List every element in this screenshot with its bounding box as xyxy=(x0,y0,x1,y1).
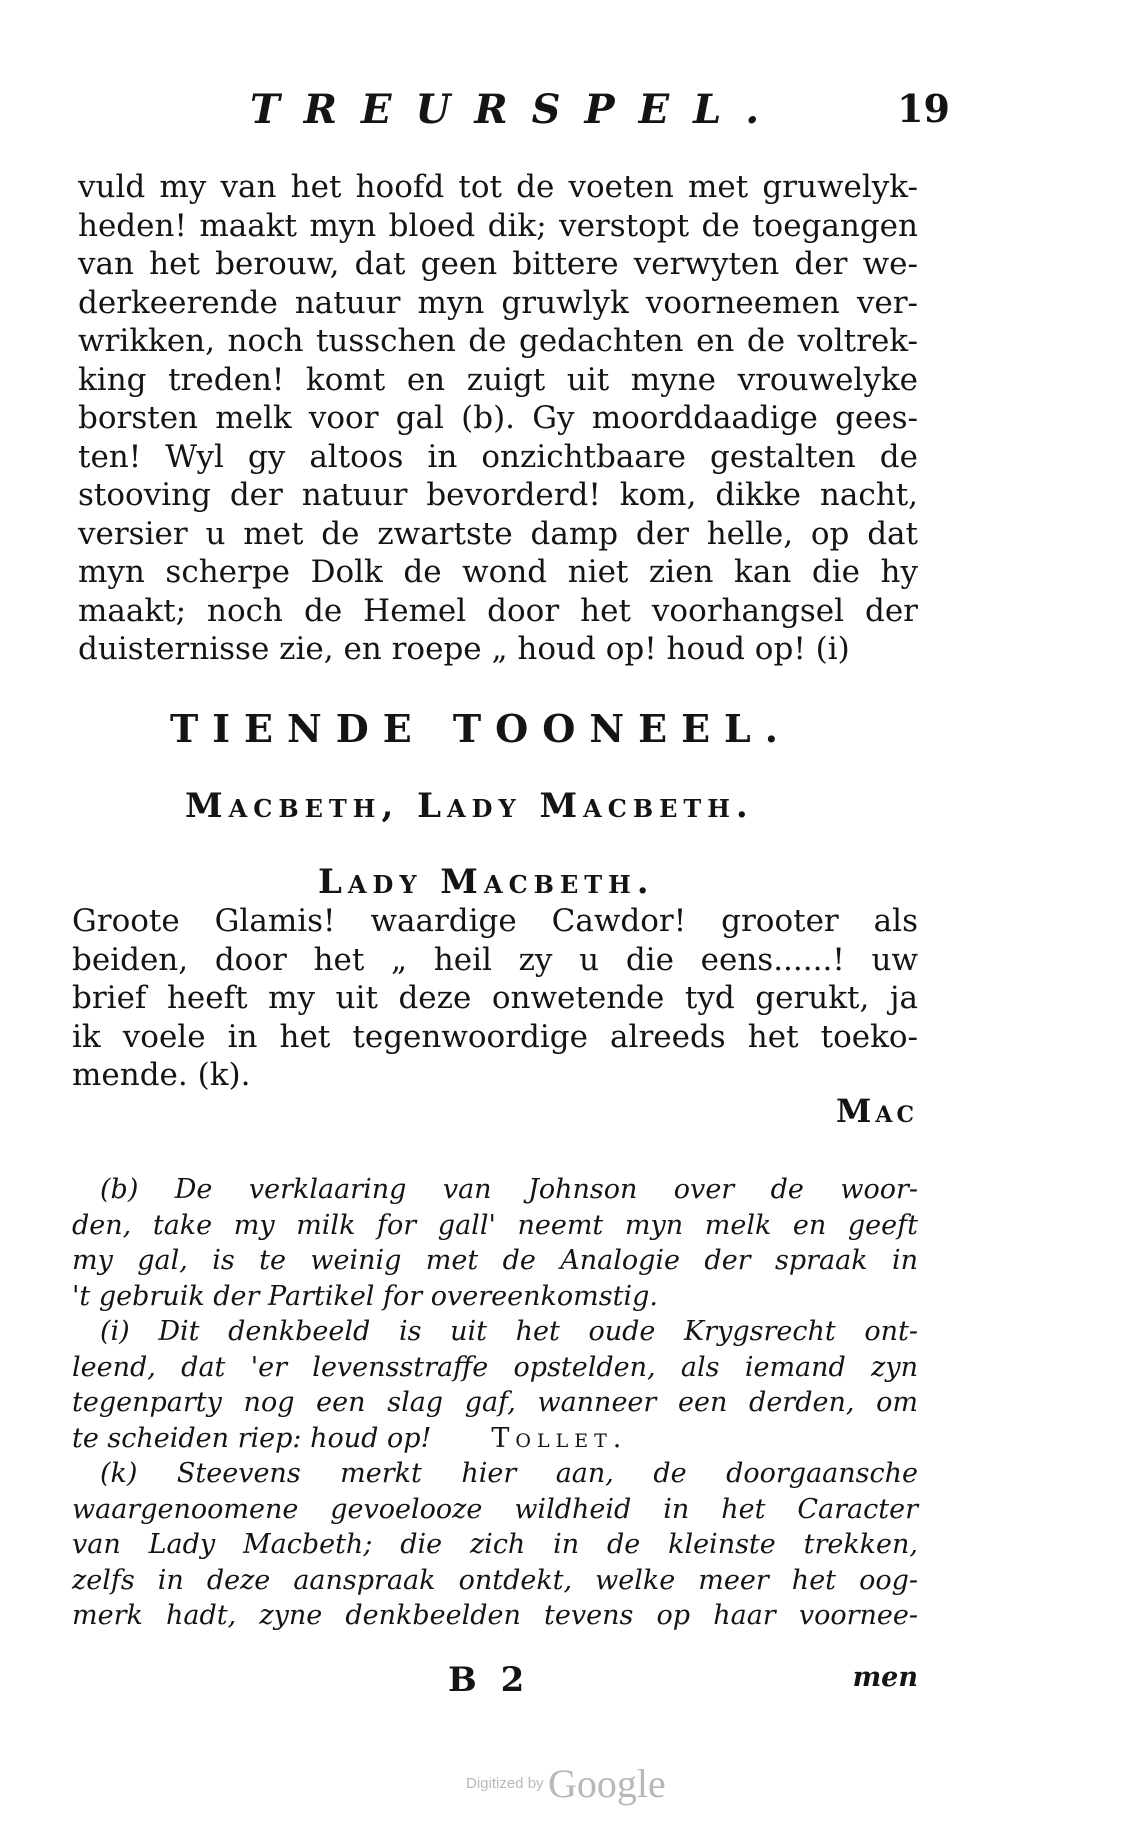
text-line: duisternisse zie, en roepe „ houd op! houd op! (i) xyxy=(78,631,850,667)
footnote-line: zelfs in deze aanspraak ontdekt, welke meer het oog- xyxy=(72,1564,918,1596)
footnote-signature: Tollet. xyxy=(491,1422,628,1454)
catchword: Mac xyxy=(835,1092,918,1130)
footnote-line: waargenoomene gevoelooze wildheid in het Caracter xyxy=(72,1493,918,1525)
text-line: derkeerende natuur myn gruwlyk voorneemen ver- xyxy=(78,284,918,321)
page-header xyxy=(230,86,950,136)
speech-line: beiden, door het „ heil zy u die eens......! uw xyxy=(72,941,918,978)
footnote-line: van Lady Macbeth; die zich in de kleinste trekken, xyxy=(72,1529,918,1560)
speech-text xyxy=(72,902,918,1095)
signature-mark: B 2 xyxy=(448,1660,531,1700)
running-title: TREURSPEL. xyxy=(250,86,784,133)
text-line: maakt; noch de Hemel door het voorhangsel der xyxy=(78,592,918,629)
footnote-line: 't gebruik der Partikel for overeenkomstig. xyxy=(72,1280,658,1312)
footnote-line: leend, dat 'er levensstraffe opstelden, als iemand zyn xyxy=(72,1351,918,1383)
speaker-name: Lady Macbeth. xyxy=(318,862,655,902)
footnote-line xyxy=(72,1421,918,1457)
footnote-line: (k) Steevens merkt hier aan, de doorgaansche xyxy=(100,1458,918,1489)
footnote-line: (b) De verklaaring van Johnson over de woor- xyxy=(100,1174,918,1205)
footnote-line: tegenparty nog een slag gaf, wanneer een derden, om xyxy=(72,1387,918,1418)
footnote-line: merk hadt, zyne denkbeelden tevens op haar voornee- xyxy=(72,1600,918,1631)
watermark-brand: Google xyxy=(548,1761,666,1806)
text-line: vuld my van het hoofd tot de voeten met gruwelyk- xyxy=(78,169,918,205)
speech-line: mende. (k). xyxy=(72,1057,251,1093)
text-line: king treden! komt en zuigt uit myne vrouwelyke xyxy=(78,361,918,398)
google-watermark xyxy=(466,1760,686,1806)
footnote-line-text: te scheiden riep: houd op! xyxy=(72,1422,432,1454)
text-line: myn scherpe Dolk de wond niet zien kan die hy xyxy=(78,554,918,590)
text-line: borsten melk voor gal (b). Gy moorddaadige gees- xyxy=(78,400,918,436)
speech-line: Groote Glamis! waardige Cawdor! grooter als xyxy=(72,903,918,939)
text-line: van het berouw, dat geen bittere verwyten der we- xyxy=(78,246,918,282)
text-line: heden! maakt myn bloed dik; verstopt de toegangen xyxy=(78,207,918,244)
scene-characters: Macbeth, Lady Macbeth. xyxy=(185,786,754,826)
footnote-line: my gal, is te weinig met de Analogie der spraak in xyxy=(72,1245,918,1276)
text-line: ten! Wyl gy altoos in onzichtbaare gestalten de xyxy=(78,438,918,475)
text-line: wrikken, noch tusschen de gedachten en de voltrek- xyxy=(78,323,918,359)
page-number: 19 xyxy=(897,86,950,131)
footnote-line: (i) Dit denkbeeld is uit het oude Krygsrecht ont- xyxy=(100,1316,918,1347)
text-line: versier u met de zwartste damp der helle, op dat xyxy=(78,515,918,552)
body-text xyxy=(78,168,918,669)
footnotes xyxy=(72,1172,918,1634)
footnote-line: den, take my milk for gall' neemt myn melk en geeft xyxy=(72,1209,918,1241)
catchword-bottom: men xyxy=(852,1662,918,1693)
scene-heading: TIENDE TOONEEL. xyxy=(170,706,792,751)
speech-line: ik voele in het tegenwoordige alreeds het toeko- xyxy=(72,1018,918,1055)
watermark-prefix: Digitized by xyxy=(466,1775,544,1792)
speech-line: brief heeft my uit deze onwetende tyd gerukt, ja xyxy=(72,980,918,1016)
text-line: stooving der natuur bevorderd! kom, dikke nacht, xyxy=(78,477,918,513)
